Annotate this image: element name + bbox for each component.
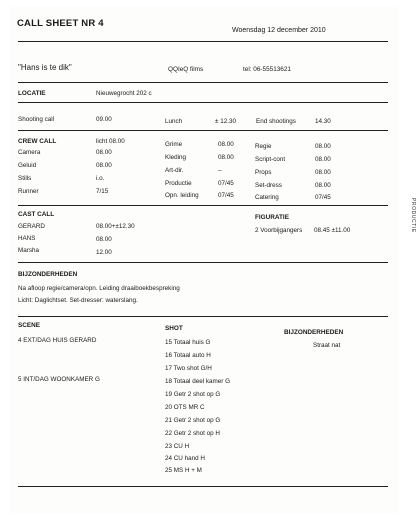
phone-number: tel: 06-55513621 (243, 66, 291, 73)
shot-item: 20 OTS MR C (165, 404, 205, 411)
cast-time: 08.00+±12.30 (96, 223, 135, 230)
crew-opnleiding-value: 07/45 (218, 192, 234, 199)
shot-item: 16 Totaal auto H (165, 352, 211, 359)
crew-runner-value: 7/15 (96, 188, 109, 195)
crew-productie-value: 07/45 (218, 180, 234, 187)
header-divider (18, 41, 388, 42)
shooting-call-value: 09.00 (96, 116, 112, 123)
shot-item: 22 Getr 2 shot op H (165, 430, 220, 437)
scene-item: 4 EXT/DAG HUIS GERARD (18, 337, 97, 344)
shot-item: 24 CU hand H (165, 455, 205, 462)
cast-name: GERARD (18, 223, 45, 230)
crew-opnleiding-label: Opn. leiding (165, 192, 199, 199)
crew-props-value: 08.00 (315, 169, 331, 176)
crew-call-label: CREW CALL (18, 138, 57, 145)
bijzonderheden-label: BIJZONDERHEDEN (18, 271, 78, 278)
divider-3 (18, 130, 388, 131)
divider-1 (18, 82, 388, 83)
crew-setdress-label: Set-dress (255, 182, 282, 189)
crew-artdir-value: – (218, 167, 222, 174)
scene-header: SCENE (18, 322, 41, 329)
notes-header: BIJZONDERHEDEN (284, 329, 344, 336)
bottom-divider (18, 486, 388, 487)
end-shooting-label: End shootings (256, 118, 296, 125)
call-sheet-title: CALL SHEET NR 4 (17, 18, 104, 29)
divider-2 (18, 102, 388, 103)
company-name: QQIeQ films (168, 66, 204, 73)
location-label: LOCATIE (18, 90, 46, 97)
cast-time: 12.00 (96, 249, 112, 256)
crew-grime-label: Grime (165, 141, 183, 148)
crew-props-label: Props (255, 169, 272, 176)
crew-scriptcont-value: 08.00 (315, 156, 331, 163)
lunch-label: Lunch (165, 118, 183, 125)
call-sheet-page (10, 6, 398, 514)
end-shooting-value: 14.30 (315, 118, 331, 125)
crew-regie-label: Regie (255, 143, 272, 150)
crew-setdress-value: 08.00 (315, 182, 331, 189)
scene-note: Straat nat (313, 342, 341, 349)
figuratie-text: 2 Voorbijgangers (255, 227, 303, 234)
cast-time: 08.00 (96, 236, 112, 243)
crew-kleding-label: Kleding (165, 154, 187, 161)
crew-kleding-value: 08.00 (218, 154, 234, 161)
shot-item: 25 MS H + M (165, 467, 202, 474)
crew-stills-value: i.o. (96, 175, 105, 182)
crew-geluid-value: 08.00 (96, 162, 112, 169)
crew-productie-label: Productie (165, 180, 192, 187)
figuratie-time: 08.45 ±11.00 (314, 227, 351, 234)
crew-camera-value: 08.00 (96, 149, 112, 156)
bijzonderheden-line-1: Na afloop regie/camera/opn. Leiding draaiboekbespreking (18, 285, 180, 292)
divider-5 (18, 262, 388, 263)
shot-item: 19 Getr 2 shot op G (165, 391, 221, 398)
shot-item: 21 Getr 2 shot op G (165, 417, 221, 424)
crew-grime-value: 08.00 (218, 141, 234, 148)
shot-item: 23 CU H (165, 443, 190, 450)
divider-4 (18, 205, 388, 206)
production-title: "Hans is te dik" (18, 63, 72, 72)
crew-stills-label: Stills (18, 175, 32, 182)
cast-call-label: CAST CALL (18, 211, 55, 218)
crew-runner-label: Runner (18, 188, 39, 195)
shot-item: 18 Totaal deel kamer G (165, 378, 230, 385)
shoot-date: Woensdag 12 december 2010 (232, 27, 326, 34)
crew-artdir-label: Art-dir. (165, 167, 184, 174)
shooting-call-label: Shooting call (18, 116, 55, 123)
cast-name: Marsha (18, 247, 39, 254)
shot-item: 15 Totaal huis G (165, 339, 211, 346)
crew-regie-value: 08.00 (315, 143, 331, 150)
lunch-value: ± 12.30 (215, 118, 236, 125)
figuratie-label: FIGURATIE (255, 214, 289, 221)
shot-item: 17 Two shot G/H (165, 365, 212, 372)
scene-item: 5 INT/DAG WOONKAMER G (18, 376, 100, 383)
crew-catering-value: 07/45 (315, 194, 331, 201)
shot-header: SHOT (165, 325, 183, 332)
cast-name: HANS (18, 235, 36, 242)
crew-camera-label: Camera (18, 149, 41, 156)
location-value: Nieuwegrocht 202 c (96, 90, 152, 97)
side-label: PRODUCTIE (410, 198, 416, 233)
crew-catering-label: Catering (255, 194, 279, 201)
crew-licht: licht 08.00 (96, 138, 125, 145)
crew-geluid-label: Geluid (18, 162, 37, 169)
bijzonderheden-line-2: Licht: Daglichtset. Set-dresser: waterslang. (18, 297, 138, 304)
divider-6 (18, 316, 388, 317)
crew-scriptcont-label: Script-cont (255, 156, 286, 163)
